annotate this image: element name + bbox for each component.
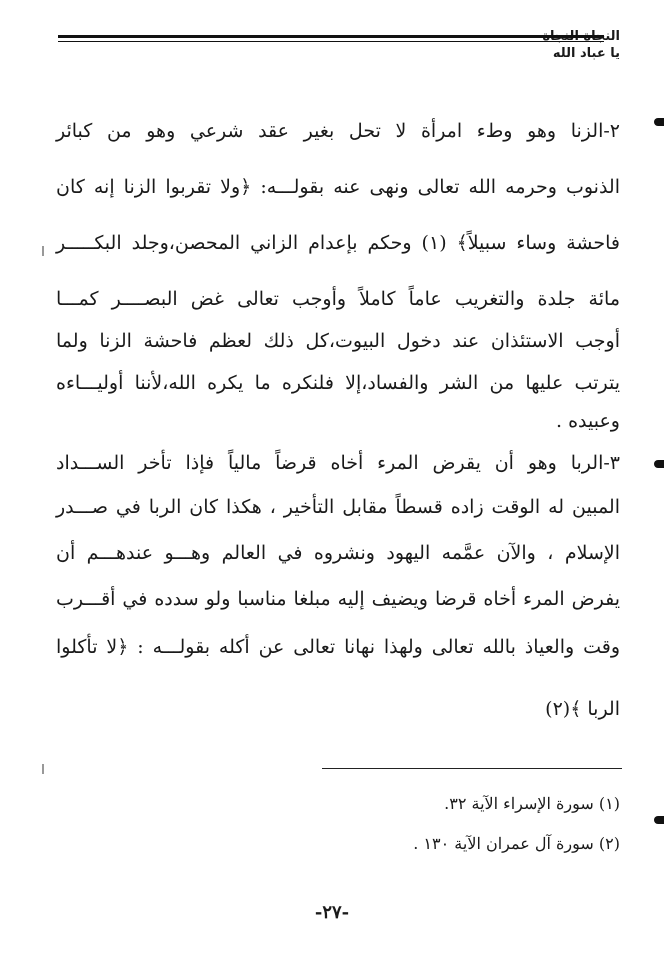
scan-speck (42, 246, 44, 256)
scan-edge-mark (654, 118, 664, 126)
text-line: مائة جلدة والتغريب عاماً كاملاً وأوجب تعالى غض البصــــر كمـــا (56, 288, 620, 310)
page-number: -٢٧- (314, 902, 350, 923)
text-line: الإسلام ، والآن عمَّمه اليهود ونشروه في العالم وهـــو عندهـــم أن (56, 542, 620, 564)
text-line: يترتب عليها من الشر والفساد،إلا فلنكره ما يكره الله،لأننا أوليـــاءه (56, 372, 620, 394)
header-title: النجاة النجاة (542, 29, 620, 44)
text-line: ٣-الربا وهو أن يقرض المرء أخاه قرضاً مالياً فإذا تأخر الســـداد (56, 452, 620, 474)
scan-edge-mark (654, 460, 664, 468)
scan-speck (42, 764, 44, 774)
text-line: ٢-الزنا وهو وطء امرأة لا تحل بغير عقد شرعي وهو من كبائر (56, 120, 620, 142)
text-line: وقت والعياذ بالله تعالى ولهذا نهانا تعالى عن أكله بقولـــه : ﴿لا تأكلوا (56, 636, 620, 658)
footnote: (٢) سورة آل عمران الآية ١٣٠ . (413, 834, 620, 853)
footnote-rule (322, 768, 622, 769)
text-line: أوجب الاستئذان عند دخول البيوت،كل ذلك لعظم فاحشة الزنا ولما (56, 330, 620, 352)
header-rule (58, 35, 604, 42)
text-line: يفرض المرء أخاه قرضا ويضيف إليه مبلغا مناسبا ولو سدده في أقـــرب (56, 588, 620, 610)
text-line: المبين له الوقت زاده قسطاً مقابل التأخير ، هكذا كان الربا في صـــدر (56, 496, 620, 518)
text-line: الربا ﴾(٢) (545, 698, 620, 720)
footnote: (١) سورة الإسراء الآية ٣٢. (444, 794, 620, 813)
header-subtitle: يا عباد الله (552, 46, 620, 61)
text-line: فاحشة وساء سبيلاً﴾ (١) وحكم بإعدام الزاني المحصن،وجلد البكـــــر (56, 232, 620, 254)
running-header (542, 28, 620, 62)
text-line: الذنوب وحرمه الله تعالى ونهى عنه بقولـــه: ﴿ولا تقربوا الزنا إنه كان (56, 176, 620, 198)
text-line: وعبيده . (556, 410, 620, 432)
scan-edge-mark (654, 816, 664, 824)
